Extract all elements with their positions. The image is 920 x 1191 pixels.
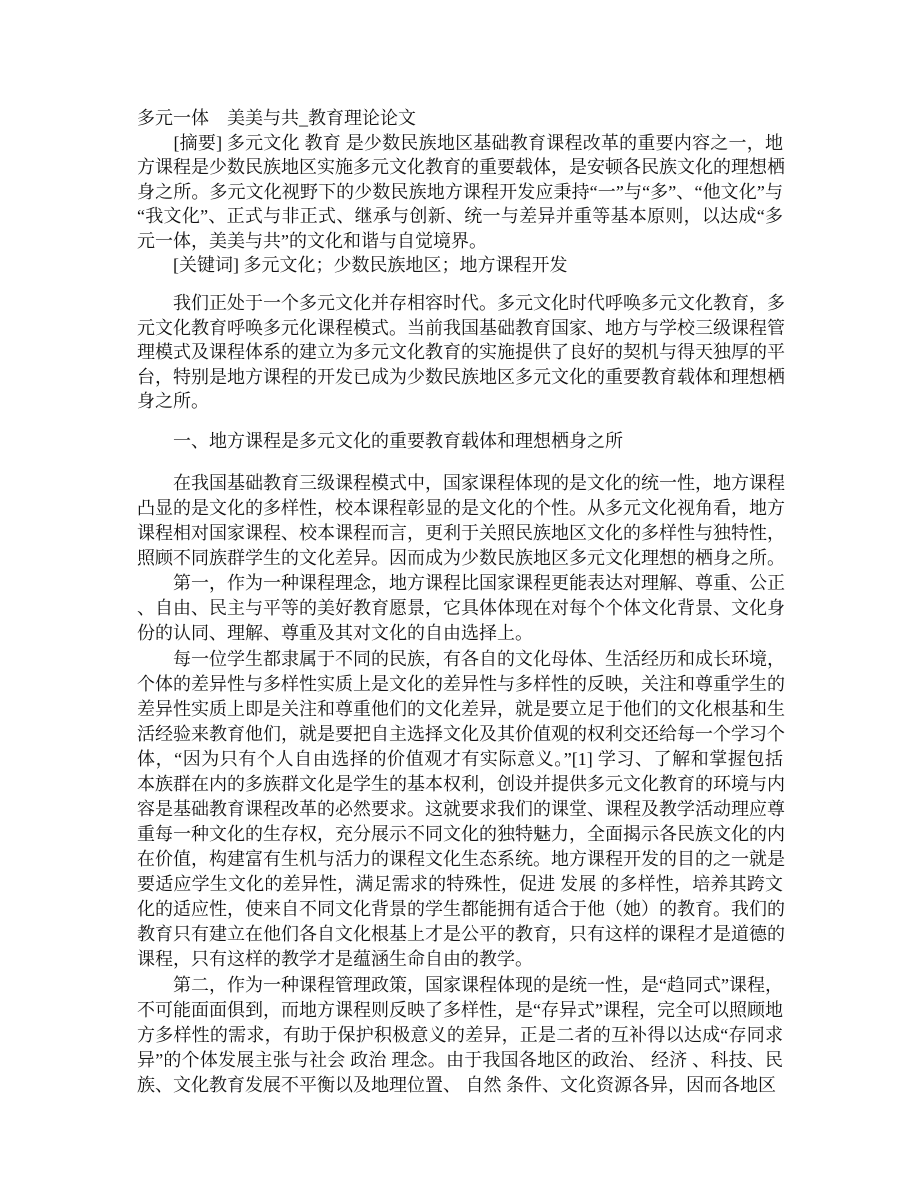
text-line: 身之所。多元文化视野下的少数民族地方课程开发应秉持“一”与“多”、“他文化”与 [137, 181, 783, 202]
section-1-body [137, 471, 783, 1098]
text-line: 照顾不同族群学生的文化差异。因而成为少数民族地区多元文化理想的栖身之所。 [137, 548, 785, 569]
text-line: 活经验来教育他们，就是要把自主选择文化及其价值观的权利交还给每一个学习个 [137, 723, 785, 744]
keywords: [关键词] 多元文化；少数民族地区；地方课程开发 [137, 255, 568, 275]
text-line: 份的认同、理解、尊重及其对文化的自由选择上。 [137, 623, 533, 644]
text-line: 第二，作为一种课程管理政策，国家课程体现的是统一性，是“趋同式”课程， [137, 974, 783, 995]
text-line: 理模式及课程体系的建立为多元文化教育的实施提供了良好的契机与得天独厚的平 [137, 342, 785, 362]
text-line: 元文化教育呼唤多元化课程模式。当前我国基础教育国家、地方与学校三级课程管 [137, 317, 785, 338]
abstract-section [137, 106, 783, 278]
text-line: 方课程是少数民族地区实施多元文化教育的重要载体，是安顿各民族文化的理想栖 [137, 157, 785, 177]
text-line: 差异性实质上即是关注和尊重他们的文化差异，就是要立足于他们的文化根基和生 [137, 698, 785, 719]
text-line: 第一，作为一种课程理念，地方课程比国家课程更能表达对理解、尊重、公正 [137, 573, 785, 594]
text-line: 不可能面面俱到，而地方课程则反映了多样性，是“存异式”课程，完全可以照顾地 [137, 999, 783, 1020]
text-line: 每一位学生都隶属于不同的民族，有各自的文化母体、生活经历和成长环境， [137, 648, 785, 669]
text-line: 在我国基础教育三级课程模式中，国家课程体现的是文化的统一性，地方课程 [137, 473, 785, 493]
intro-paragraph [137, 291, 783, 414]
section-heading [137, 429, 783, 454]
text-line: 凸显的是文化的多样性，校本课程彰显的是文化的个性。从多元文化视角看，地方 [137, 498, 785, 519]
text-line: 重每一种文化的生存权，充分展示不同文化的独特魅力，全面揭示各民族文化的内 [137, 824, 785, 845]
text-line: 族、文化教育发展不平衡以及地理位置、 自然 条件、文化资源各异，因而各地区 [137, 1074, 776, 1095]
text-line: 异”的个体发展主张与社会 政治 理念。由于我国各地区的政治、 经济 、科技、民 [137, 1049, 783, 1070]
text-line: “我文化”、正式与非正式、继承与创新、统一与差异并重等基本原则，以达成“多 [137, 206, 783, 226]
text-line: 方多样性的需求，有助于保护积极意义的差异，正是二者的互补得以达成“存同求 [137, 1024, 783, 1045]
text-line: 课程，只有这样的教学才是蕴涵生命自由的教学。 [137, 949, 533, 970]
text-line: 我们正处于一个多元文化并存相容时代。多元文化时代呼唤多元文化教育，多 [137, 293, 785, 313]
text-line: 体，“因为只有个人自由选择的价值观才有实际意义。”[1] 学习、了解和掌握包括 [137, 748, 783, 769]
text-line: 台，特别是地方课程的开发已成为少数民族地区多元文化的重要教育载体和理想栖 [137, 366, 785, 387]
paragraph [137, 647, 783, 973]
paragraph [137, 571, 783, 646]
text-line: 容是基础教育课程改革的必然要求。这就要求我们的课堂、课程及教学活动理应尊 [137, 799, 785, 820]
text-line: 、自由、民主与平等的美好教育愿景，它具体体现在对每个个体文化背景、文化身 [137, 598, 785, 619]
text-line: 要适应学生文化的差异性，满足需求的特殊性，促进 发展 的多样性，培养其跨文 [137, 874, 783, 895]
text-line: 教育只有建立在他们各自文化根基上才是公平的教育，只有这样的课程才是道德的 [137, 924, 785, 945]
text-line: 在价值，构建富有生机与活力的课程文化生态系统。地方课程开发的目的之一就是 [137, 849, 785, 870]
text-line: 元一体，美美与共”的文化和谐与自觉境界。 [137, 230, 487, 251]
section-1-heading: 一、地方课程是多元文化的重要教育载体和理想栖身之所 [137, 431, 623, 451]
text-line: 个体的差异性与多样性实质上是文化的差异性与多样性的反映，关注和尊重学生的 [137, 673, 785, 694]
text-line: 身之所。 [137, 391, 209, 411]
text-line: 本族群在内的多族群文化是学生的基本权利，创设并提供多元文化教育的环境与内 [137, 773, 785, 794]
document-title: 多元一体 美美与共_教育理论论文 [137, 108, 416, 128]
text-line: 课程相对国家课程、校本课程而言，更利于关照民族地区文化的多样性与独特性， [137, 523, 785, 544]
text-line: [摘要] 多元文化 教育 是少数民族地区基础教育课程改革的重要内容之一，地 [137, 132, 783, 153]
paragraph [137, 973, 783, 1098]
paragraph [137, 471, 783, 571]
text-line: 化的适应性，使来自不同文化背景的学生都能拥有适合于他（她）的教育。我们的 [137, 899, 785, 920]
abstract [137, 131, 783, 254]
